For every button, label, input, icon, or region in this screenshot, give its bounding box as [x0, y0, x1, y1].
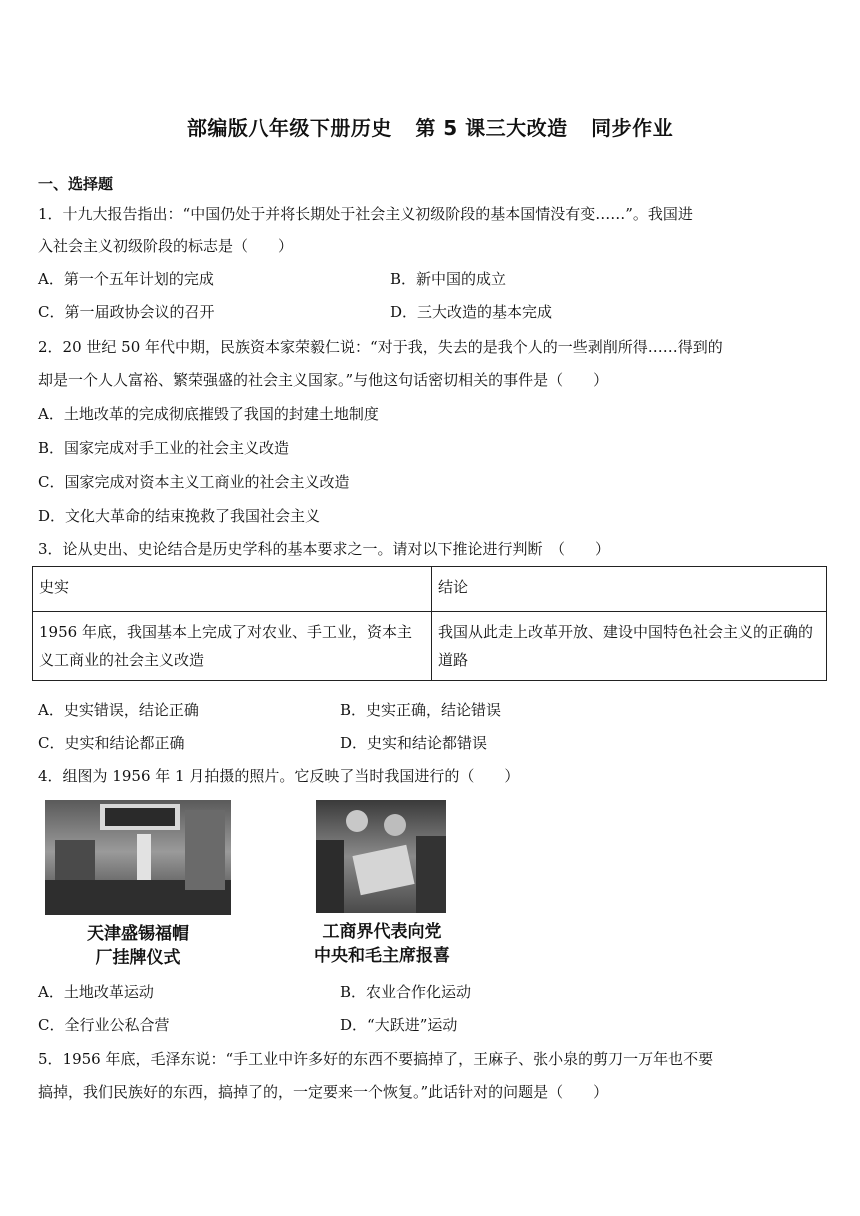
q2-stem-line2: 却是一个人人富裕、繁荣强盛的社会主义国家。”与他这句话密切相关的事件是（ ） [38, 371, 609, 389]
q2-stem-line1: 2．20 世纪 50 年代中期，民族资本家荣毅仁说：“对于我，失去的是我个人的一些剥削所得……得到的 [38, 338, 723, 356]
q3-stem-line1: 3．论从史出、史论结合是历史学科的基本要求之一。请对以下推论进行判断 （ ） [38, 540, 611, 558]
photo-caption-1-line2: 厂挂牌仪式 [95, 948, 181, 968]
q1-option-a: A．第一个五年计划的完成 [38, 270, 214, 288]
q2-option-c: C．国家完成对资本主义工商业的社会主义改造 [38, 473, 350, 491]
q3-table [32, 566, 827, 681]
q3-table-header-facts: 史实 [33, 567, 432, 612]
q3-table-cell-conclusion: 我国从此走上改革开放、建设中国特色社会主义的正确的道路 [432, 612, 827, 681]
q3-table-header-conclusion: 结论 [432, 567, 827, 612]
photo-caption-2-line1: 工商界代表向党 [322, 922, 442, 942]
photo-caption-1-line1: 天津盛锡福帽 [87, 924, 189, 944]
q2-option-b: B．国家完成对手工业的社会主义改造 [38, 439, 290, 457]
q4-option-b: B．农业合作化运动 [340, 983, 472, 1001]
page-title [0, 112, 860, 141]
photo-caption-2-line2: 中央和毛主席报喜 [314, 946, 450, 966]
q3-table-cell-facts: 1956 年底，我国基本上完成了对农业、手工业，资本主义工商业的社会主义改造 [33, 612, 432, 681]
q3-option-a: A．史实错误，结论正确 [38, 701, 199, 719]
q3-option-c: C．史实和结论都正确 [38, 734, 185, 752]
q4-option-a: A．土地改革运动 [38, 983, 154, 1001]
q2-option-a: A．土地改革的完成彻底摧毁了我国的封建土地制度 [38, 405, 379, 423]
photo-hat-factory-ceremony [45, 800, 231, 915]
q4-stem-line1: 4．组图为 1956 年 1 月拍摄的照片。它反映了当时我国进行的（ ） [38, 767, 520, 785]
photo-caption-2 [290, 920, 474, 968]
q1-option-b: B．新中国的成立 [390, 270, 507, 288]
q1-stem-line2: 入社会主义初级阶段的标志是（ ） [38, 237, 294, 255]
q5-stem-line1: 5．1956 年底，毛泽东说：“手工业中许多好的东西不要搞掉了，王麻子、张小泉的剪刀一万年也不要 [38, 1050, 714, 1068]
title-part-3: 同步作业 [591, 116, 674, 140]
q4-option-d: D．“大跃进”运动 [340, 1016, 458, 1034]
photo-business-representatives [316, 800, 446, 913]
q5-stem-line2: 搞掉，我们民族好的东西，搞掉了的，一定要来一个恢复。”此话针对的问题是（ ） [38, 1083, 609, 1101]
q3-option-d: D．史实和结论都错误 [340, 734, 488, 752]
q1-option-c: C．第一届政协会议的召开 [38, 303, 215, 321]
section-heading: 一、选择题 [38, 175, 114, 193]
q1-stem-line1: 1．十九大报告指出：“中国仍处于并将长期处于社会主义初级阶段的基本国情没有变……”。我国进 [38, 205, 693, 223]
q1-option-d: D．三大改造的基本完成 [390, 303, 553, 321]
title-part-1: 部编版八年级下册历史 [186, 116, 392, 140]
q3-option-b: B．史实正确，结论错误 [340, 701, 502, 719]
photo-caption-1 [45, 922, 231, 970]
title-part-2: 第 5 课三大改造 [415, 116, 568, 140]
q4-option-c: C．全行业公私合营 [38, 1016, 170, 1034]
q2-option-d: D．文化大革命的结束挽救了我国社会主义 [38, 507, 321, 525]
